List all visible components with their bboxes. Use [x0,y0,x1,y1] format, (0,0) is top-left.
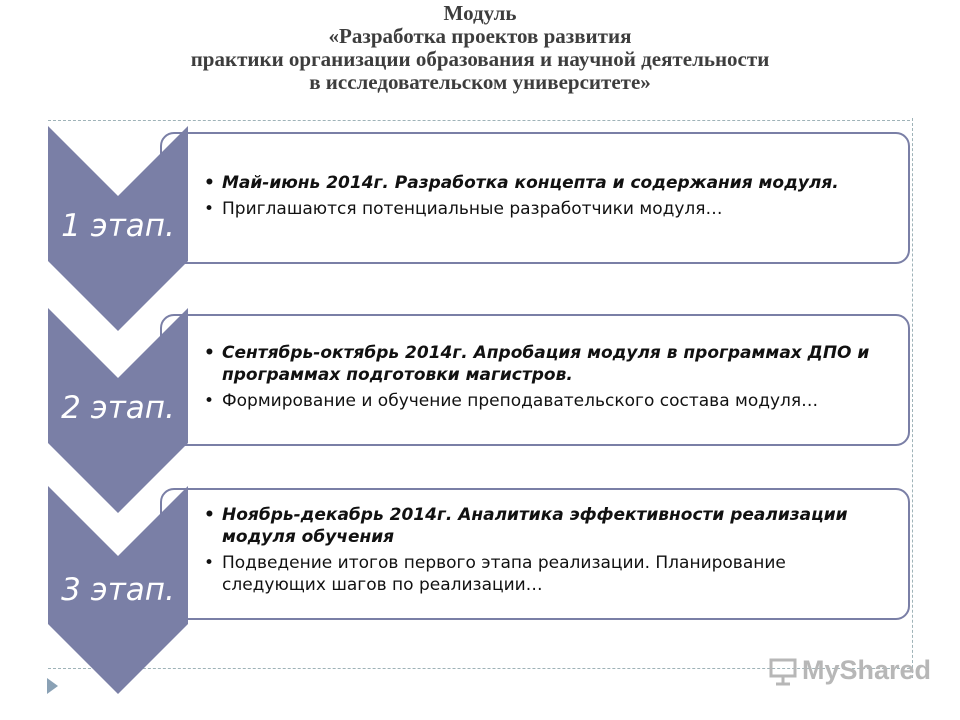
stage-2-label: 2 этап. [61,390,175,426]
stage-3-item-2: • Подведение итогов первого этапа реализации. Планирование следующих шагов по реализации… [198,552,888,596]
top-dotted-divider [48,120,910,121]
page-title [0,2,960,94]
stage-3-label: 3 этап. [61,572,175,608]
stage-2-list [198,342,888,416]
stage-3-list [198,504,888,600]
stage-1-label: 1 этап. [61,208,175,244]
next-slide-arrow-icon[interactable] [47,678,58,694]
title-line-1: Модуль [443,1,517,25]
stage-2-item-2: • Формирование и обучение преподавательского состава модуля… [198,390,888,412]
stage-1-list [198,172,888,224]
right-dotted-divider [912,118,913,678]
title-line-4: в исследовательском университете» [309,70,651,94]
stage-2-item-1: • Сентябрь-октябрь 2014г. Апробация модуля в программах ДПО и программах подготовки магистров. [198,342,888,386]
stage-2-box [160,314,910,446]
stage-1-item-2: • Приглашаются потенциальные разработчики модуля… [198,198,888,220]
title-line-2: «Разработка проектов развития [328,24,632,48]
stage-1-item-1: • Май-июнь 2014г. Разработка концепта и содержания модуля. [198,172,888,194]
watermark [768,655,931,686]
stage-1-box [160,132,910,264]
title-line-3: практики организации образования и научной деятельности [190,47,770,71]
watermark-text: MyShared [802,655,932,685]
presentation-board-icon [768,656,798,686]
stage-3-item-1: • Ноябрь-декабрь 2014г. Аналитика эффективности реализации модуля обучения [198,504,888,548]
stage-3-box [160,488,910,620]
